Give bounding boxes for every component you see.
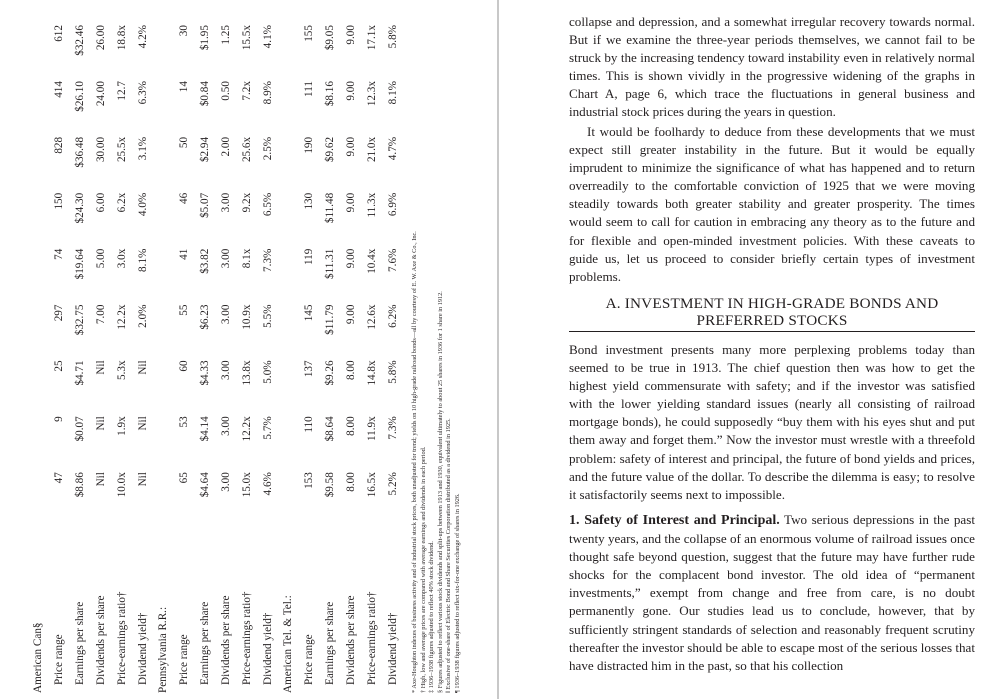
- table-cell: 9.00: [344, 81, 357, 101]
- table-group-row: [28, 25, 48, 693]
- footnote: † High, low and average prices are compared with average earnings and dividends in each period.: [419, 446, 427, 693]
- table-group-row: [278, 25, 298, 693]
- table-group-name: American Can§: [32, 622, 44, 693]
- table-cell: 8.1%: [386, 81, 399, 105]
- table-cell: 30: [177, 25, 190, 37]
- table-cell: 8.00: [344, 416, 357, 436]
- table-cell: 9.2x: [240, 192, 253, 213]
- table-cell: 8.1x: [240, 248, 253, 269]
- table-cell: 5.8%: [386, 25, 399, 49]
- table-cell: 10.9x: [240, 304, 253, 330]
- table-cell: 12.6x: [365, 304, 378, 330]
- table-cell: Nil: [94, 416, 107, 431]
- table-cell: 7.3%: [261, 248, 274, 272]
- table-cell: 3.00: [219, 248, 232, 269]
- table-cell: $4.71: [73, 360, 86, 386]
- table-cell: Nil: [136, 360, 149, 375]
- table-cell: 3.00: [219, 304, 232, 325]
- table-row: [215, 25, 236, 693]
- table-cell: 5.0%: [261, 360, 274, 384]
- table-cell: 2.0%: [136, 304, 149, 328]
- table-cell: 3.1%: [136, 136, 149, 161]
- table-cell: 8.00: [344, 472, 357, 492]
- table-row: [361, 25, 382, 693]
- table-cell: 25.6x: [240, 136, 253, 163]
- table-cell: 5.00: [94, 248, 107, 269]
- table-cell: 50: [177, 136, 190, 149]
- footnote: * Axe-Houghton indexes of business activity and of industrial stock prices, both unadjusted for trend; yields on 10 high-grade railroad bonds—all by courtesy of E. W. Axe & Co., Inc.: [411, 231, 418, 693]
- table-cell: 110: [302, 416, 315, 433]
- table-cell: 5.5%: [261, 304, 274, 328]
- table-cell: $0.07: [73, 416, 86, 442]
- table-cell: 2.5%: [261, 136, 274, 161]
- table-cell: 119: [302, 248, 315, 265]
- subsection-heading: 1. Safety of Interest and Principal.: [569, 513, 780, 528]
- table-cell: 9.00: [344, 192, 357, 213]
- table-cell: $8.86: [73, 472, 86, 498]
- table-cell: $19.64: [73, 248, 86, 280]
- table-cell: 41: [177, 248, 190, 260]
- table-row-label: Dividend yield†: [136, 612, 149, 685]
- table-cell: $11.31: [323, 248, 336, 279]
- table-cell: 11.3x: [365, 192, 378, 218]
- table-cell: 1.25: [219, 25, 232, 45]
- table-group-name: American Tel. & Tel.:: [282, 595, 294, 693]
- table-row-label: Price-earnings ratio†: [365, 591, 378, 685]
- table-cell: 9.00: [344, 304, 357, 325]
- table-cell: $5.07: [198, 192, 211, 218]
- table-cell: 17.1x: [365, 25, 378, 51]
- table-cell: Nil: [94, 472, 107, 487]
- table-cell: 414: [52, 81, 65, 98]
- table-cell: 11.9x: [365, 416, 378, 442]
- table-cell: 150: [52, 192, 65, 210]
- table-cell: 3.00: [219, 360, 232, 380]
- table-cell: 60: [177, 360, 190, 372]
- table-cell: Nil: [136, 472, 149, 487]
- table-cell: $1.95: [198, 25, 211, 51]
- table-cell: $9.62: [323, 136, 336, 163]
- table-row-label: Earnings per share: [323, 601, 336, 685]
- table-row-label: Price-earnings ratio†: [115, 591, 128, 685]
- table-cell: 47: [52, 472, 65, 484]
- table-row-label: Earnings per share: [73, 601, 86, 685]
- table-cell: 155: [302, 25, 315, 42]
- stock-data-table: [28, 25, 403, 693]
- table-row: [90, 25, 111, 693]
- table-cell: 6.00: [94, 192, 107, 213]
- table-cell: 18.8x: [115, 25, 128, 51]
- table-cell: 6.5%: [261, 192, 274, 217]
- table-cell: 612: [52, 25, 65, 42]
- table-cell: $2.94: [198, 136, 211, 163]
- table-row: [319, 25, 340, 693]
- table-cell: $8.64: [323, 416, 336, 442]
- table-cell: $4.64: [198, 472, 211, 498]
- table-cell: 16.5x: [365, 472, 378, 498]
- table-cell: 7.00: [94, 304, 107, 325]
- table-cell: 30.00: [94, 136, 107, 163]
- table-cell: 13.8x: [240, 360, 253, 386]
- table-cell: 21.0x: [365, 136, 378, 163]
- table-cell: $4.33: [198, 360, 211, 386]
- table-cell: 4.6%: [261, 472, 274, 496]
- section-heading: [569, 295, 975, 329]
- table-cell: 65: [177, 472, 190, 484]
- table-group-row: [153, 25, 173, 693]
- paragraph-continuation: collapse and depression, and a somewhat irregular recovery towards normal. But if we examine the three-year periods themselves, we cannot fail to be struck by the increasing tendency toward instability even in relatively normal times. This is shown vividly in the progressive widening of the graphs in Chart A, page 6, which trace the fluctuations in general business and industrial stock prices during the years in question.: [569, 14, 975, 120]
- table-cell: 6.2x: [115, 192, 128, 213]
- table-cell: 190: [302, 136, 315, 154]
- table-cell: $9.26: [323, 360, 336, 386]
- table-row: [236, 25, 257, 693]
- table-cell: 153: [302, 472, 315, 489]
- table-cell: 5.2%: [386, 472, 399, 496]
- table-row: [340, 25, 361, 693]
- table-cell: 111: [302, 81, 315, 97]
- table-cell: 137: [302, 360, 315, 378]
- table-cell: 24.00: [94, 81, 107, 107]
- table-cell: 10.4x: [365, 248, 378, 274]
- table-row: [111, 25, 132, 693]
- footnote: ‖ Exclusive of one-share of Electric Bond and Share Securities Corporation distributed as a dividend in 1925.: [445, 418, 452, 693]
- table-cell: 25: [52, 360, 65, 372]
- table-cell: $32.75: [73, 304, 86, 336]
- table-cell: 26.00: [94, 25, 107, 51]
- table-row: [48, 25, 69, 693]
- paragraph-caution: It would be foolhardy to deduce from these developments that we must expect still greater instability in the future. But it would be equally imprudent to minimize the significance of what has happened and to return overreadily to the comfortable conviction of 1925 that we were moving steadily towards both greater stability and greater prosperity. The times would seem to call for caution in embracing any theory as to the future and for flexible and open-minded investment policies. With these caveats to guide us, let us proceed to consider briefly certain types of investment problems.: [569, 124, 975, 284]
- table-cell: 7.2x: [240, 81, 253, 101]
- table-cell: $4.14: [198, 416, 211, 442]
- table-cell: 8.1%: [136, 248, 149, 272]
- table-cell: $26.10: [73, 81, 86, 112]
- table-cell: 6.9%: [386, 192, 399, 217]
- table-cell: 14: [177, 81, 190, 93]
- table-row-label: Earnings per share: [198, 601, 211, 685]
- table-cell: 828: [52, 136, 65, 154]
- table-cell: 5.3x: [115, 360, 128, 380]
- table-row: [298, 25, 319, 693]
- table-cell: 7.3%: [386, 416, 399, 440]
- table-cell: $3.82: [198, 248, 211, 274]
- table-cell: 9.00: [344, 136, 357, 157]
- table-cell: $32.46: [73, 25, 86, 56]
- left-page: [0, 0, 497, 699]
- table-cell: 10.0x: [115, 472, 128, 498]
- table-cell: $24.30: [73, 192, 86, 224]
- table-row-label: Dividend yield†: [386, 612, 399, 685]
- table-cell: 25.5x: [115, 136, 128, 163]
- table-row: [69, 25, 90, 693]
- table-row-label: Price range: [302, 634, 315, 685]
- table-cell: 15.5x: [240, 25, 253, 51]
- table-cell: 4.0%: [136, 192, 149, 217]
- table-cell: $11.79: [323, 304, 336, 335]
- table-cell: 3.00: [219, 416, 232, 436]
- table-cell: 9.00: [344, 25, 357, 45]
- table-cell: 15.0x: [240, 472, 253, 498]
- table-cell: 2.00: [219, 136, 232, 157]
- table-cell: 4.1%: [261, 25, 274, 49]
- table-cell: $0.84: [198, 81, 211, 107]
- table-cell: 4.7%: [386, 136, 399, 161]
- table-cell: 12.3x: [365, 81, 378, 107]
- table-cell: 8.9%: [261, 81, 274, 105]
- table-cell: Nil: [136, 416, 149, 431]
- table-cell: 8.00: [344, 360, 357, 380]
- paragraph-safety: [569, 511, 975, 675]
- table-row-label: Dividends per share: [219, 595, 232, 685]
- heading-rule: [569, 331, 975, 332]
- table-cell: 9.00: [344, 248, 357, 269]
- table-cell: $9.58: [323, 472, 336, 498]
- table-cell: 9: [52, 416, 65, 422]
- table-cell: 7.6%: [386, 248, 399, 272]
- table-footnotes: [411, 0, 462, 693]
- table-row: [257, 25, 278, 693]
- paragraph-safety-body: Two serious depressions in the past twenty years, and the collapse of an enormous volume of railroad issues once thought safe beyond question, suggest that the future may have further rude shocks for the complacent bond investor. The old idea of “permanent investments,” exempt from change and free from care, is no doubt permanently gone. Our studies lead us to conclude, however, that by sufficiently stringent standards of selection and reasonably frequent scrutiny thereafter the investor should be able to escape most of the serious losses that have distracted him in the past, so that his collection: [569, 512, 975, 673]
- table-group-name: Pennsylvania R.R.:: [157, 606, 169, 693]
- table-cell: 53: [177, 416, 190, 428]
- table-cell: 6.2%: [386, 304, 399, 328]
- paragraph-bond-investment: Bond investment presents many more perplexing problems today than seemed to be true in 1913. The chief question then was how to get the highest yield commensurate with safety; and if the investor was satisfied with the lower yielding standard issues (nearly all consisting of railroad mortgage bonds), he could supposedly “buy them with his eyes shut and put them away and forget them.” Now the investor must wrestle with a threefold problem: safety of interest and principal, the future of bond yields and prices, and the future value of the dollar. To describe the dilemma is easy; to resolve it satisfactorily seems next to impossible.: [569, 342, 975, 502]
- table-row: [382, 25, 403, 693]
- table-cell: 297: [52, 304, 65, 322]
- table-row: [194, 25, 215, 693]
- table-cell: Nil: [94, 360, 107, 375]
- table-cell: 12.2x: [240, 416, 253, 442]
- table-cell: 55: [177, 304, 190, 316]
- table-row-label: Dividends per share: [344, 595, 357, 685]
- table-cell: 3.00: [219, 192, 232, 213]
- table-row-label: Price-earnings ratio†: [240, 591, 253, 685]
- table-cell: 12.2x: [115, 304, 128, 330]
- table-cell: 3.0x: [115, 248, 128, 269]
- table-cell: 46: [177, 192, 190, 204]
- table-cell: 74: [52, 248, 65, 260]
- section-heading-line-2: PREFERRED STOCKS: [696, 312, 848, 329]
- table-cell: 5.7%: [261, 416, 274, 440]
- table-cell: 12.7: [115, 81, 128, 101]
- table-cell: 14.8x: [365, 360, 378, 386]
- table-row-label: Dividends per share: [94, 595, 107, 685]
- table-cell: $36.48: [73, 136, 86, 168]
- table-cell: 4.2%: [136, 25, 149, 49]
- rotated-table-block: [28, 0, 461, 699]
- table-cell: $9.05: [323, 25, 336, 51]
- table-cell: 0.50: [219, 81, 232, 101]
- table-cell: 5.8%: [386, 360, 399, 384]
- right-page: [499, 0, 997, 699]
- table-cell: 145: [302, 304, 315, 322]
- table-row-label: Price range: [52, 634, 65, 685]
- table-cell: 130: [302, 192, 315, 210]
- table-cell: $11.48: [323, 192, 336, 224]
- table-cell: 1.9x: [115, 416, 128, 436]
- section-heading-line-1: A. INVESTMENT IN HIGH-GRADE BONDS AND: [605, 295, 939, 312]
- table-row-label: Dividend yield†: [261, 612, 274, 685]
- table-cell: 3.00: [219, 472, 232, 492]
- footnote: § Figures adjusted to reflect various stock dividends and split-ups between 1913 and 1930, equivalent ultimately to about 25 shares in 1936 for 1 share in 1912.: [436, 291, 444, 693]
- table-cell: $8.16: [323, 81, 336, 107]
- table-row: [132, 25, 153, 693]
- table-cell: $6.23: [198, 304, 211, 330]
- footnote: ¶ 1936–1938 figures adjusted to reflect six-for-one exchange of shares in 1926.: [453, 493, 461, 693]
- table-cell: 6.3%: [136, 81, 149, 105]
- table-row-label: Price range: [177, 634, 190, 685]
- footnote: ‡ 1936–1938 figures adjusted to reflect 40% stock dividend.: [428, 541, 435, 693]
- table-row: [173, 25, 194, 693]
